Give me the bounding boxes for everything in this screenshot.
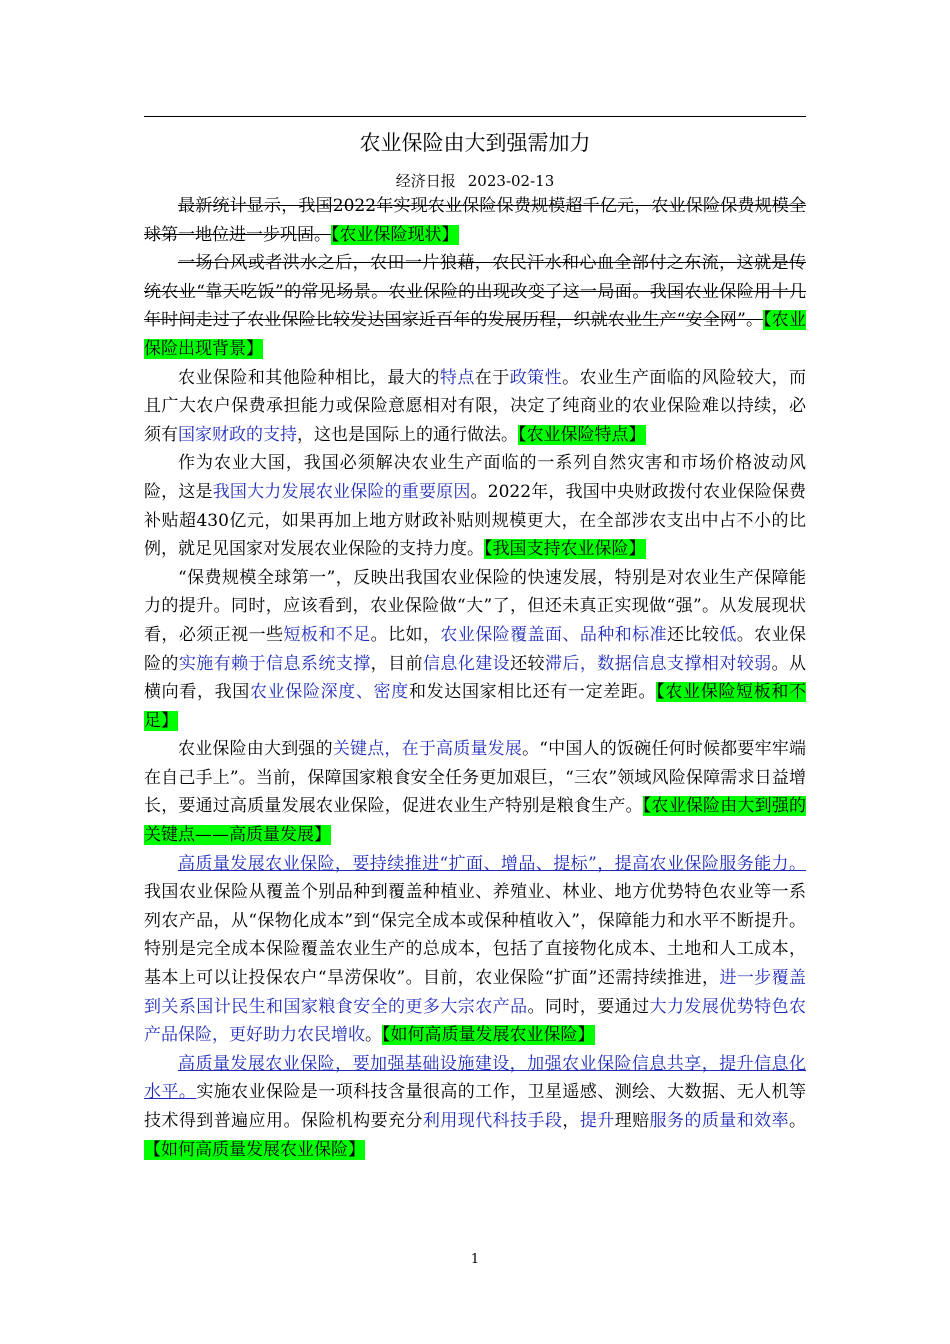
struck-text: 一场台风或者洪水之后，农田一片狼藉，农民汗水和心血全部付之东流，这就是传统农业“靠天吃饭”的常见场景。农业保险的出现改变了这一局面。我国农业保险用十几年时间走过了农业保险比较发达国家近百年的发展历程，织就农业生产“安全网”。 (144, 253, 806, 331)
paragraph (144, 850, 806, 1050)
annotation-tag: 【农业保险现状】 (331, 224, 459, 245)
text-segment: 作为农业大国，我国必须解决农业生产面临的一系列自然灾害和市场价格波动风险，这是 (144, 453, 806, 502)
paragraph (144, 1050, 806, 1164)
annotation-tag: 【我国支持农业保险】 (484, 539, 646, 560)
text-segment: 在于 (474, 367, 510, 388)
article-body (144, 192, 806, 1164)
paragraph (144, 564, 806, 736)
highlighted-text: 服务的质量和效率 (649, 1111, 790, 1131)
text-segment: 农业保险由大到强的 (178, 739, 333, 760)
annotation-tag: 【农业保险出现背景】 (144, 310, 806, 359)
highlighted-text: 利用现代科技手段 (422, 1111, 563, 1131)
annotation-tag: 【农业保险特点】 (518, 424, 646, 445)
text-segment: 。2022年，我国中央财政拨付农业保险保费补贴超430亿元，如果再加上地方财政补贴则规模更大，在全部涉农支出中占不小的比例，就足见国家对发展农业保险的支持力度。 (144, 481, 807, 560)
highlighted-text: 大力发展优势特色农产品保险，更好助力农民增收 (144, 996, 807, 1046)
highlighted-text: 短板和不足 (283, 624, 371, 645)
text-segment: 。“中国人的饭碗任何时候都要牢牢端在自己手上”。当前，保障国家粮食安全任务更加艰巨，“三农”领域风险保障需求日益增长，要通过高质量发展农业保险，促进农业生产特别是粮食生产。 (144, 739, 806, 817)
struck-text: 最新统计显示，我国2022年实现农业保险保费规模超千亿元，农业保险保费规模全球第一地位进一步巩固。 (144, 196, 806, 245)
highlighted-text: 关键点，在于高质量发展 (332, 739, 523, 760)
paragraph (144, 364, 806, 450)
highlighted-text: 政策性 (509, 367, 563, 388)
text-segment: “保费规模全球第一”，反映出我国农业保险的快速发展，特别是对农业生产保障能力的提升。同时，应该看到，农业保险做“大”了，但还未真正实现做“强”。从发展现状看，必须正视一些 (144, 567, 806, 645)
highlighted-text: 提升 (579, 1111, 615, 1131)
text-segment: 。农业保险的 (144, 624, 807, 674)
page-number: 1 (470, 1252, 480, 1267)
article-title: 农业保险由大到强需加力 (359, 131, 591, 155)
text-segment: 。同时，要通过 (527, 996, 650, 1017)
annotation-tag: 【如何高质量发展农业保险】 (382, 1025, 595, 1046)
paragraph (144, 249, 806, 363)
highlighted-text: 滞后，数据信息支撑相对较弱 (545, 653, 772, 674)
text-segment: 我国农业保险从覆盖个别品种到覆盖种植业、养殖业、林业、地方优势特色农业等一系列农产品，从“保物化成本”到“保完全成本或保种植收入”，保障能力和水平不断提升。特别是完全成本保险覆盖农业生产的总成本，包括了直接物化成本、土地和人工成本，基本上可以让投保农户“旱涝保收”。目前，农业保险“扩面”还需持续推进， (144, 882, 806, 989)
underlined-highlight: 高质量发展农业保险，要持续推进“扩面、增品、提标”，提高农业保险服务能力。 (178, 853, 806, 874)
highlighted-text: 农业保险深度、密度 (249, 682, 409, 703)
text-segment: ，目前 (370, 653, 423, 674)
article-date: 2023-02-13 (467, 172, 555, 190)
text-segment: 。从横向看，我国 (144, 653, 807, 703)
text-segment: 和发达国家相比还有一定差距。 (408, 682, 657, 703)
text-segment: 还较 (510, 653, 545, 674)
annotation-tag: 【农业保险短板和不足】 (144, 682, 807, 731)
annotation-tag: 【如何高质量发展农业保险】 (144, 1139, 365, 1160)
highlighted-text: 信息化建设 (422, 653, 511, 674)
text-segment: 实施农业保险是一项科技含量很高的工作，卫星遥感、测绘、大数据、无人机等技术得到普遍应用。保险机构要充分 (144, 1082, 807, 1131)
header-rule (144, 116, 806, 117)
article-source: 经济日报 (395, 172, 456, 190)
text-segment: ， (562, 1111, 580, 1131)
highlighted-text: 特点 (439, 367, 475, 388)
annotation-tag: 【农业保险由大到强的关键点——高质量发展】 (144, 796, 807, 846)
paragraph (144, 192, 806, 249)
text-segment: 。 (789, 1111, 807, 1131)
underlined-highlight: 高质量发展农业保险，要加强基础设施建设，加强农业保险信息共享，提升信息化水平。 (144, 1053, 806, 1103)
text-segment: 理赔 (614, 1111, 650, 1131)
paragraph (144, 449, 806, 563)
text-segment: 农业保险和其他险种相比，最大的 (178, 367, 440, 388)
text-segment: 。 (365, 1025, 382, 1046)
highlighted-text: 农业保险覆盖面、品种和标准 (440, 624, 667, 645)
text-segment: ，这也是国际上的通行做法。 (297, 424, 518, 445)
highlighted-text: 我国大力发展农业保险的重要原因 (212, 481, 471, 502)
highlighted-text: 实施有赖于信息系统支撑 (178, 653, 371, 674)
highlighted-text: 进一步覆盖到关系国计民生和国家粮食安全的更多大宗农产品 (144, 968, 806, 1017)
paragraph (144, 735, 806, 849)
article-meta (144, 170, 806, 192)
text-segment: 还比较 (667, 624, 720, 645)
highlighted-text: 低 (719, 624, 737, 645)
text-segment: 。比如， (370, 624, 441, 645)
highlighted-text: 国家财政的支持 (178, 424, 297, 445)
text-segment: 。农业生产面临的风险较大，而且广大农户保费承担能力或保险意愿相对有限，决定了纯商业的农业保险难以持续，必须有 (144, 367, 807, 445)
